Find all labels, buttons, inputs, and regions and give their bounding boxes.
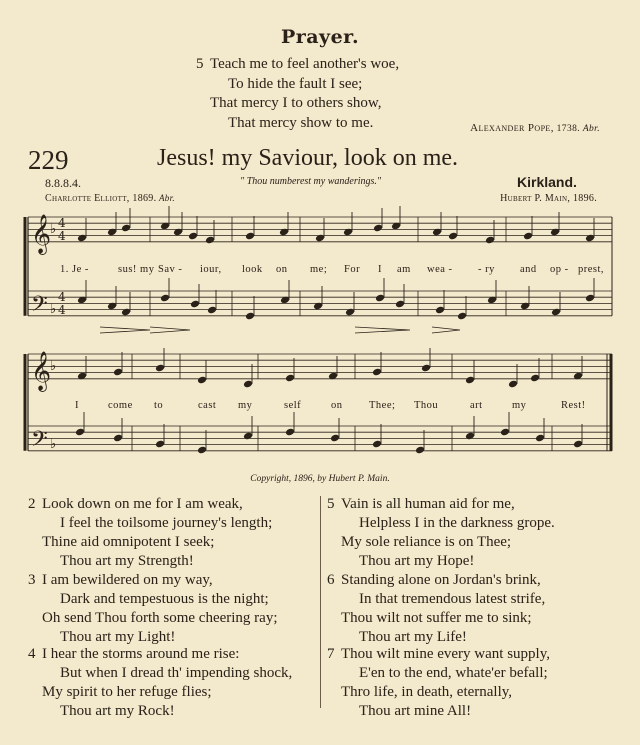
notehead	[197, 376, 207, 385]
notehead	[485, 236, 495, 245]
stanza-line: E'en to the end, whate'er befall;	[359, 665, 548, 681]
lyric: on	[331, 400, 343, 411]
prayer-line: That mercy show to me.	[228, 114, 374, 131]
lyric: iour,	[200, 264, 222, 275]
notehead	[508, 380, 518, 389]
notehead	[121, 224, 131, 233]
notehead	[523, 232, 533, 241]
stanza-line: But when I dread th' impending shock,	[60, 665, 293, 681]
stanza	[327, 495, 555, 571]
prayer-title: Prayer.	[280, 26, 360, 48]
notehead	[279, 228, 289, 237]
notehead	[551, 308, 561, 317]
notehead	[160, 294, 170, 303]
stanza-line: Thou art my Hope!	[359, 553, 475, 569]
stanza-line: Look down on me for I am weak,	[42, 496, 243, 512]
column-divider	[320, 496, 321, 708]
lyric: For	[344, 264, 361, 275]
prayer-line: That mercy I to others show,	[210, 95, 382, 111]
bass-clef: 𝄢	[31, 427, 48, 457]
stanza-number: 3	[28, 572, 36, 588]
hairpin	[355, 327, 410, 333]
lyric: I	[378, 264, 382, 275]
author-note: Abr.	[158, 193, 175, 203]
notehead	[313, 302, 323, 311]
prayer-line: Teach me to feel another's woe,	[210, 56, 400, 72]
notehead	[188, 232, 198, 241]
stanza-number: 2	[28, 496, 36, 512]
lyric: sus! my	[118, 264, 155, 275]
notehead	[373, 224, 383, 233]
stanza-line: Thou art mine All!	[359, 703, 472, 719]
hairpin	[150, 327, 190, 333]
lyric: Thou	[414, 400, 439, 411]
copyright: Copyright, 1896, by Hubert P. Main.	[250, 474, 390, 484]
tune-name: Kirkland.	[517, 174, 577, 190]
hairpin	[432, 327, 460, 333]
notehead	[121, 308, 131, 317]
notehead	[285, 428, 295, 437]
notehead	[113, 434, 123, 443]
notehead	[245, 312, 255, 321]
lyric: cast	[198, 400, 217, 411]
stanza-line: In that tremendous latest strife,	[359, 591, 546, 607]
stanza-number: 4	[28, 646, 36, 662]
notehead	[245, 232, 255, 241]
notehead	[243, 432, 253, 441]
stanza-line: Thine aid omnipotent I seek;	[42, 534, 215, 550]
author: Charlotte Elliott, 1869.	[45, 193, 157, 204]
lyric: Thee;	[369, 400, 396, 411]
stanza-line: I feel the toilsome journey's length;	[60, 515, 273, 531]
notehead	[343, 228, 353, 237]
lyric: my	[512, 400, 527, 411]
stanza	[28, 645, 292, 721]
stanza	[28, 571, 278, 647]
notehead	[448, 232, 458, 241]
notehead	[113, 368, 123, 377]
stanza-line: Thou wilt mine every want supply,	[341, 646, 550, 662]
lyric: op -	[550, 264, 569, 275]
stanza-line: My spirit to her refuge flies;	[42, 684, 212, 700]
lyric: look	[242, 264, 263, 275]
notehead	[435, 306, 445, 315]
notehead	[530, 374, 540, 383]
notehead	[243, 380, 253, 389]
time-sig: 4	[58, 303, 66, 317]
stanza-number: 5	[327, 496, 335, 512]
lyric: to	[154, 400, 164, 411]
stanza-number: 6	[327, 572, 335, 588]
notehead	[77, 234, 87, 243]
notehead	[550, 228, 560, 237]
lyric: I	[75, 400, 79, 411]
notehead	[465, 376, 475, 385]
lyric: self	[284, 400, 302, 411]
meter: 8.8.8.4.	[45, 176, 81, 190]
lyric: art	[470, 400, 483, 411]
notehead	[330, 434, 340, 443]
notehead	[107, 228, 117, 237]
notehead	[205, 236, 215, 245]
lyric: my	[238, 400, 253, 411]
notehead	[285, 374, 295, 383]
notehead	[173, 228, 183, 237]
stanza-line: Thou wilt not suffer me to sink;	[341, 610, 532, 626]
stanza-number: 7	[327, 646, 335, 662]
time-sig: 4	[58, 216, 66, 230]
treble-clef: 𝄞	[31, 351, 52, 391]
notehead	[421, 364, 431, 373]
lyric: me;	[310, 264, 328, 275]
stanza	[327, 571, 545, 647]
stanza-line: Thou art my Rock!	[60, 703, 175, 719]
lyric: on	[276, 264, 288, 275]
notehead	[535, 434, 545, 443]
stanza-number: 5	[196, 56, 204, 72]
bass-clef: 𝄢	[31, 292, 48, 322]
notehead	[375, 294, 385, 303]
stanza-line: Oh send Thou forth some cheering ray;	[42, 610, 278, 626]
notehead	[155, 364, 165, 373]
lyric: 1. Je -	[60, 264, 89, 275]
lyric: and	[520, 264, 537, 275]
notehead	[500, 428, 510, 437]
notehead	[415, 446, 425, 455]
time-sig: 4	[58, 229, 66, 243]
notehead	[207, 306, 217, 315]
notehead	[573, 440, 583, 449]
notehead	[197, 446, 207, 455]
lyric: wea -	[427, 264, 453, 275]
stanza-line: Helpless I in the darkness grope.	[359, 515, 555, 531]
lyric: Rest!	[561, 400, 586, 411]
notehead	[372, 440, 382, 449]
scripture-quote: " Thou numberest my wanderings."	[240, 176, 382, 187]
key-flat: ♭	[50, 302, 57, 317]
notehead	[75, 428, 85, 437]
notehead	[432, 228, 442, 237]
stanza-line: I hear the storms around me rise:	[42, 646, 240, 662]
key-flat: ♭	[50, 222, 57, 237]
lyric: come	[108, 400, 133, 411]
notehead	[107, 302, 117, 311]
notehead	[155, 440, 165, 449]
lyric: - ry	[478, 264, 495, 275]
stanza-line: I am bewildered on my way,	[42, 572, 213, 588]
stanza-line: Thou art my Strength!	[60, 553, 194, 569]
notehead	[585, 234, 595, 243]
credit-note: Abr.	[582, 124, 600, 134]
stanza-line: Thou art my Light!	[60, 629, 176, 645]
notehead	[372, 368, 382, 377]
lyric: Sav -	[158, 264, 183, 275]
credit-year: 1738.	[556, 124, 581, 134]
stanza-line: Vain is all human aid for me,	[341, 496, 515, 512]
key-flat: ♭	[50, 359, 57, 374]
stanza-line: Thou art my Life!	[359, 629, 467, 645]
time-sig: 4	[58, 290, 66, 304]
stanza-line: My sole reliance is on Thee;	[341, 534, 512, 550]
notehead	[585, 294, 595, 303]
lyric: prest,	[578, 264, 605, 275]
notehead	[457, 312, 467, 321]
key-flat: ♭	[50, 437, 57, 452]
treble-clef: 𝄞	[31, 214, 52, 254]
notehead	[190, 300, 200, 309]
stanza	[28, 495, 272, 571]
stanza-line: Dark and tempestuous is the night;	[60, 591, 269, 607]
stanza-line: Thro life, in death, eternally,	[341, 684, 513, 700]
stanza	[327, 645, 550, 721]
stanza-line: Standing alone on Jordan's brink,	[341, 572, 541, 588]
composer: Hubert P. Main, 1896.	[500, 193, 597, 204]
notehead	[395, 300, 405, 309]
notehead	[315, 234, 325, 243]
notehead	[520, 302, 530, 311]
prayer-line: To hide the fault I see;	[228, 75, 363, 92]
lyric: am	[397, 264, 411, 275]
hairpin	[100, 327, 150, 333]
notehead	[345, 308, 355, 317]
hymn-title: Jesus! my Saviour, look on me.	[157, 145, 459, 171]
notehead	[465, 432, 475, 441]
hymn-number: 229	[28, 145, 69, 175]
credit-name: Alexander Pope,	[470, 122, 554, 134]
